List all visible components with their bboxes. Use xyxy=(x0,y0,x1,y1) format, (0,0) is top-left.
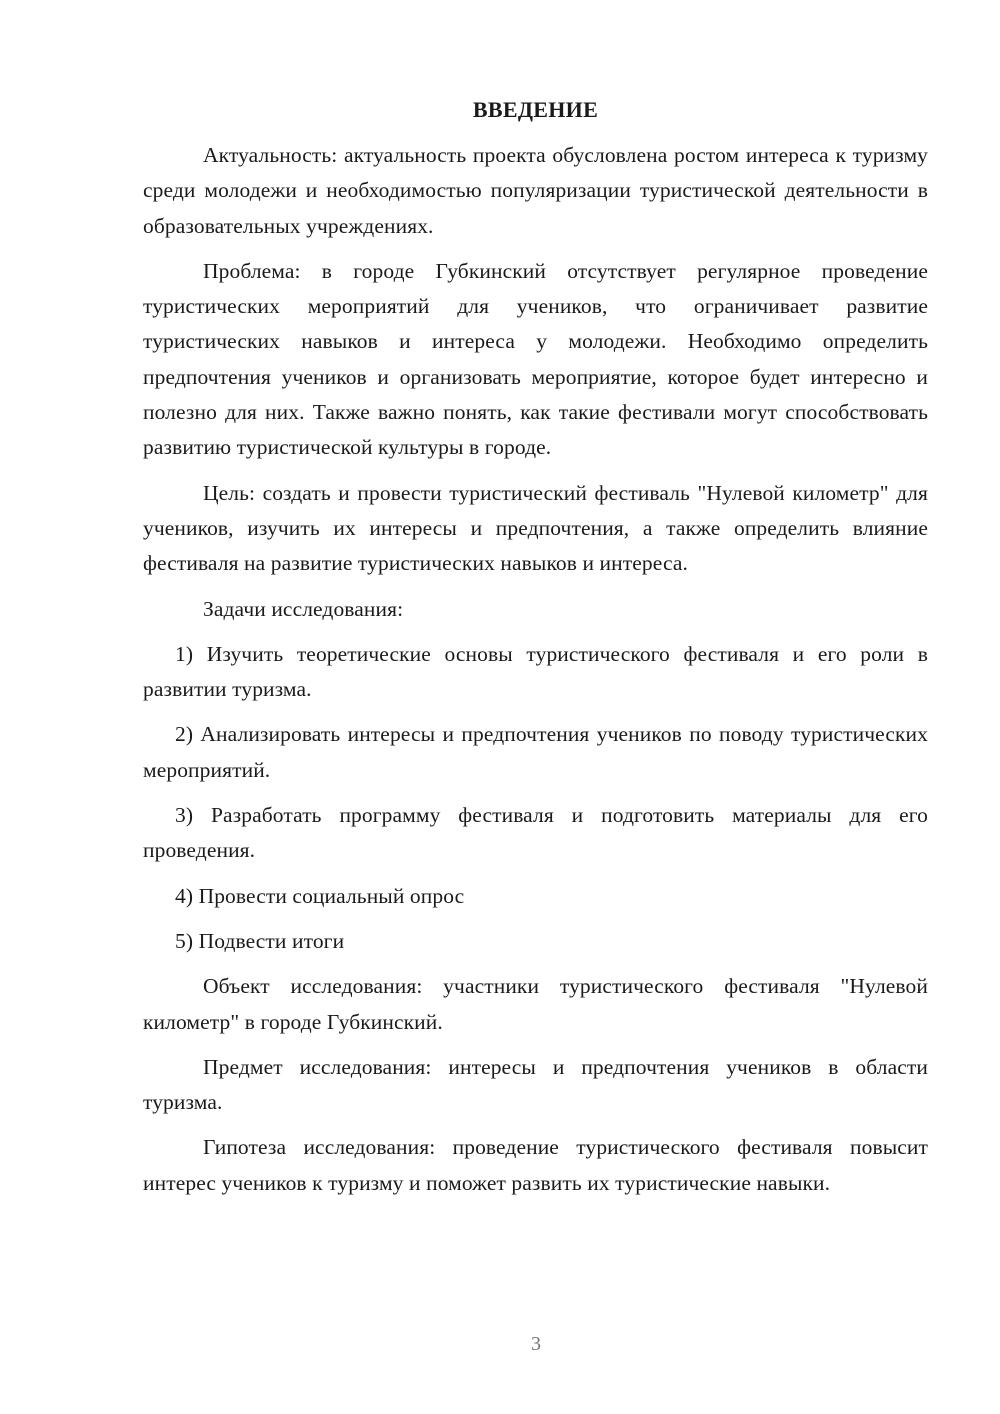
paragraph-subject: Предмет исследования: интересы и предпочтения учеников в области туризма. xyxy=(143,1054,928,1115)
page-number: 3 xyxy=(531,1333,541,1355)
task-item-2: 2) Анализировать интересы и предпочтения учеников по поводу туристических мероприятий. xyxy=(143,722,928,782)
tasks-heading: Задачи исследования: xyxy=(203,596,404,621)
task-item-3: 3) Разработать программу фестиваля и подготовить материалы для его проведения. xyxy=(143,803,928,863)
paragraph-hypothesis: Гипотеза исследования: проведение туристического фестиваля повысит интерес учеников к туризму и поможет развить их туристические навыки. xyxy=(143,1135,928,1195)
task-item-5: 5) Подвести итоги xyxy=(175,928,345,953)
document-page xyxy=(143,94,928,1211)
paragraph-goal: Цель: создать и провести туристический фестиваль "Нулевой километр" для учеников, изучить их интересы и предпочтения, а также определить влияние фестиваля на развитие туристических навыков и интереса. xyxy=(143,480,928,576)
paragraph-problem: Проблема: в городе Губкинский отсутствует регулярное проведение туристических мероприятий для учеников, что ограничивает развитие туристических навыков и интереса у молодежи. Необходимо определить предпочтения учеников и организовать мероприятие, которое будет интересно и полезно для них. Также важно понять, как такие фестивали могут способствовать развитию туристической культуры в городе. xyxy=(143,258,928,460)
task-item-4: 4) Провести социальный опрос xyxy=(175,883,465,908)
task-item-1: 1) Изучить теоретические основы туристического фестиваля и его роли в развитии туризма. xyxy=(143,641,928,702)
paragraph-object: Объект исследования: участники туристического фестиваля "Нулевой километр" в городе Губкинский. xyxy=(143,974,928,1034)
section-title: ВВЕДЕНИЕ xyxy=(472,97,599,122)
paragraph-relevance: Актуальность: актуальность проекта обусловлена ростом интереса к туризму среди молодежи и необходимостью популяризации туристической деятельности в образовательных учреждениях. xyxy=(143,143,928,238)
